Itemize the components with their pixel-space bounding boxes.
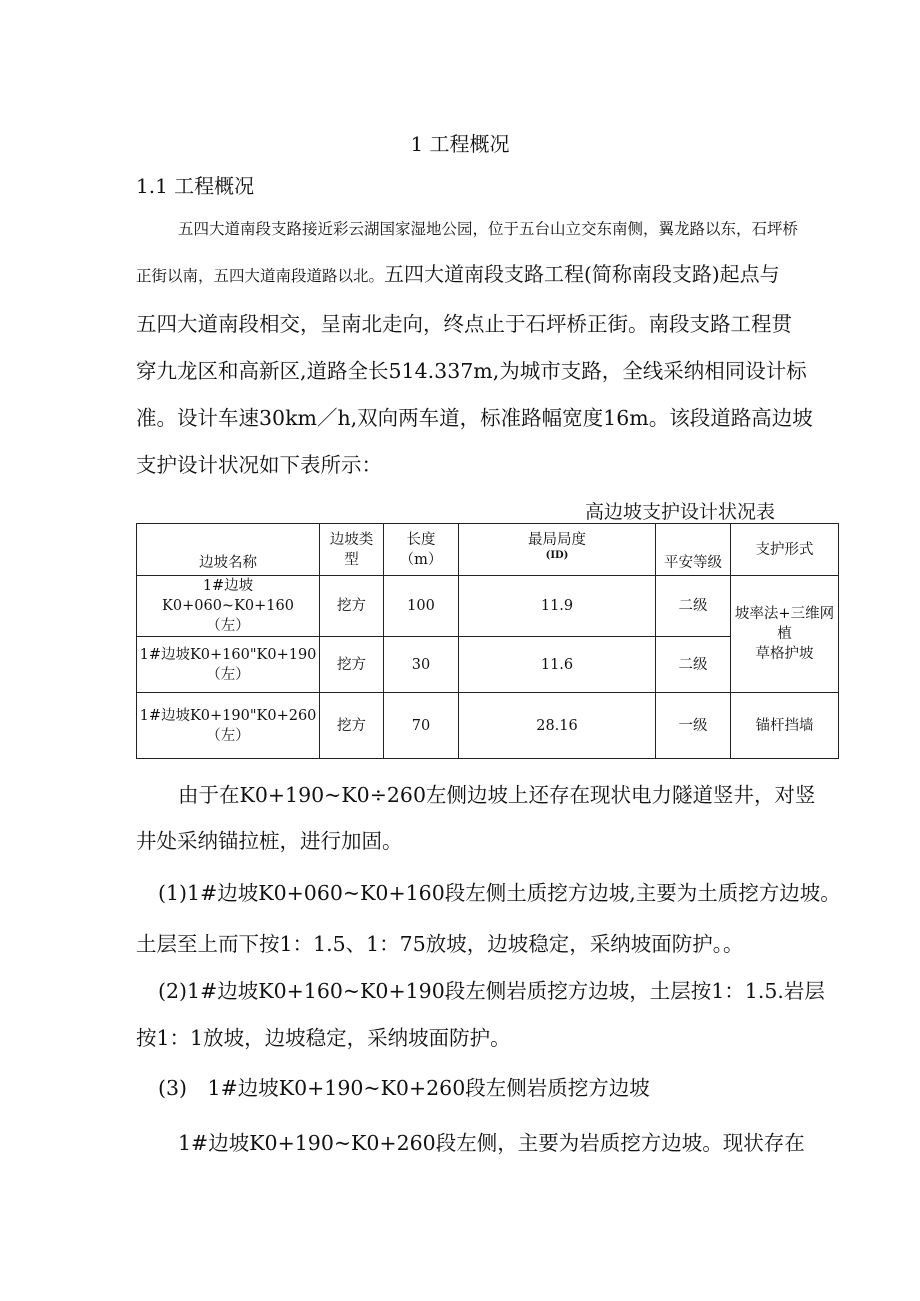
page-title: 1 工程概况 (410, 132, 510, 156)
intro-line-6: 支护设计状况如下表所示： (136, 453, 382, 477)
table-header-row (137, 524, 839, 576)
intro-line-4: 穿九龙区和高新区,道路全长514.337m,为城市支路，全线采纳相同设计标 (136, 359, 807, 383)
header-height-line-1: 最局局度 (528, 532, 586, 548)
row-3-name-line-2: （左） (206, 727, 250, 744)
header-name: 边坡名称 (137, 524, 320, 576)
intro-line-1: 五四大道南段支路接近彩云湖国家湿地公园，位于五台山立交东南侧，翼龙路以东，石坪桥 (178, 220, 799, 238)
paragraph-4-line-1: (3) 1#边坡K0+190~K0+260段左侧岩质挖方边坡 (158, 1076, 650, 1100)
intro-line-2-small: 正街以南，五四大道南段道路以北。 (136, 267, 385, 285)
paragraph-1-line-2: 井处采纳锚拉桩，进行加固。 (136, 829, 403, 853)
row-1-name (137, 576, 320, 637)
paragraph-1-line-1: 由于在K0+190~K0÷260左侧边坡上还存在现状电力隧道竖井，对竖 (178, 783, 816, 807)
row-3-support: 锚杆挡墙 (731, 693, 839, 759)
paragraph-3-line-2: 按1：1放坡，边坡稳定，采纳坡面防护。 (136, 1026, 511, 1050)
header-length (384, 524, 459, 576)
header-support: 支护形式 (731, 524, 839, 576)
row-3-type: 挖方 (320, 693, 384, 759)
row-2-type: 挖方 (320, 637, 384, 693)
row-1-length: 100 (384, 576, 459, 637)
header-safety: 平安等级 (656, 524, 731, 576)
row-3-height: 28.16 (459, 693, 656, 759)
header-height (459, 524, 656, 576)
intro-line-5: 准。设计车速30km／h,双向两车道，标准路幅宽度16m。该段道路高边坡 (136, 406, 813, 430)
paragraph-5-line-1: 1#边坡K0+190~K0+260段左侧，主要为岩质挖方边坡。现状存在 (178, 1131, 805, 1155)
table-caption: 高边坡支护设计状况表 (585, 501, 776, 523)
header-length-line-1: 长度 (406, 531, 436, 548)
row-3-name (137, 693, 320, 759)
row-1-height: 11.9 (459, 576, 656, 637)
table-row (137, 693, 839, 759)
intro-line-2-big: 五四大道南段支路工程(简称南段支路)起点与 (384, 262, 780, 286)
row-3-name-line-1: 1#边坡K0+190"K0+260 (139, 707, 317, 724)
row-2-name-line-1: 1#边坡K0+160"K0+190 (139, 646, 317, 663)
row-3-safety: 一级 (656, 693, 731, 759)
row-1-safety: 二级 (656, 576, 731, 637)
row-2-name (137, 637, 320, 693)
header-type-line-2: 型 (344, 551, 359, 568)
merged-support-cell (731, 576, 839, 693)
paragraph-3-line-1: (2)1#边坡K0+160~K0+190段左侧岩质挖方边坡，土层按1：1.5.岩层 (158, 979, 825, 1003)
table-row (137, 576, 839, 637)
header-height-line-2: (ID) (545, 550, 569, 561)
header-length-line-2: （m） (399, 551, 443, 568)
merged-support-line-2: 草格护坡 (755, 646, 814, 662)
row-1-name-line-2: （左） (206, 618, 250, 634)
section-heading: 1.1 工程概况 (136, 174, 255, 198)
slope-design-table (136, 523, 839, 759)
header-type-line-1: 边坡类 (329, 531, 374, 548)
paragraph-2-line-1: (1)1#边坡K0+060~K0+160段左侧土质挖方边坡,主要为土质挖方边坡。 (158, 881, 841, 905)
row-2-name-line-2: （左） (206, 666, 250, 683)
row-2-height: 11.6 (459, 637, 656, 693)
intro-line-2 (136, 258, 780, 287)
header-type (320, 524, 384, 576)
paragraph-2-line-2: 土层至上而下按1：1.5、1：75放坡，边坡稳定，采纳坡面防护。。 (136, 932, 744, 956)
row-2-length: 30 (384, 637, 459, 693)
row-3-length: 70 (384, 693, 459, 759)
intro-line-3: 五四大道南段相交，呈南北走向，终点止于石坪桥正街。南段支路工程贯 (136, 312, 792, 336)
merged-support-line-1: 坡率法+三维网植 (734, 606, 835, 642)
row-1-type: 挖方 (320, 576, 384, 637)
row-1-name-line-1: 1#边坡K0+060~K0+160 (162, 578, 294, 614)
row-2-safety: 二级 (656, 637, 731, 693)
